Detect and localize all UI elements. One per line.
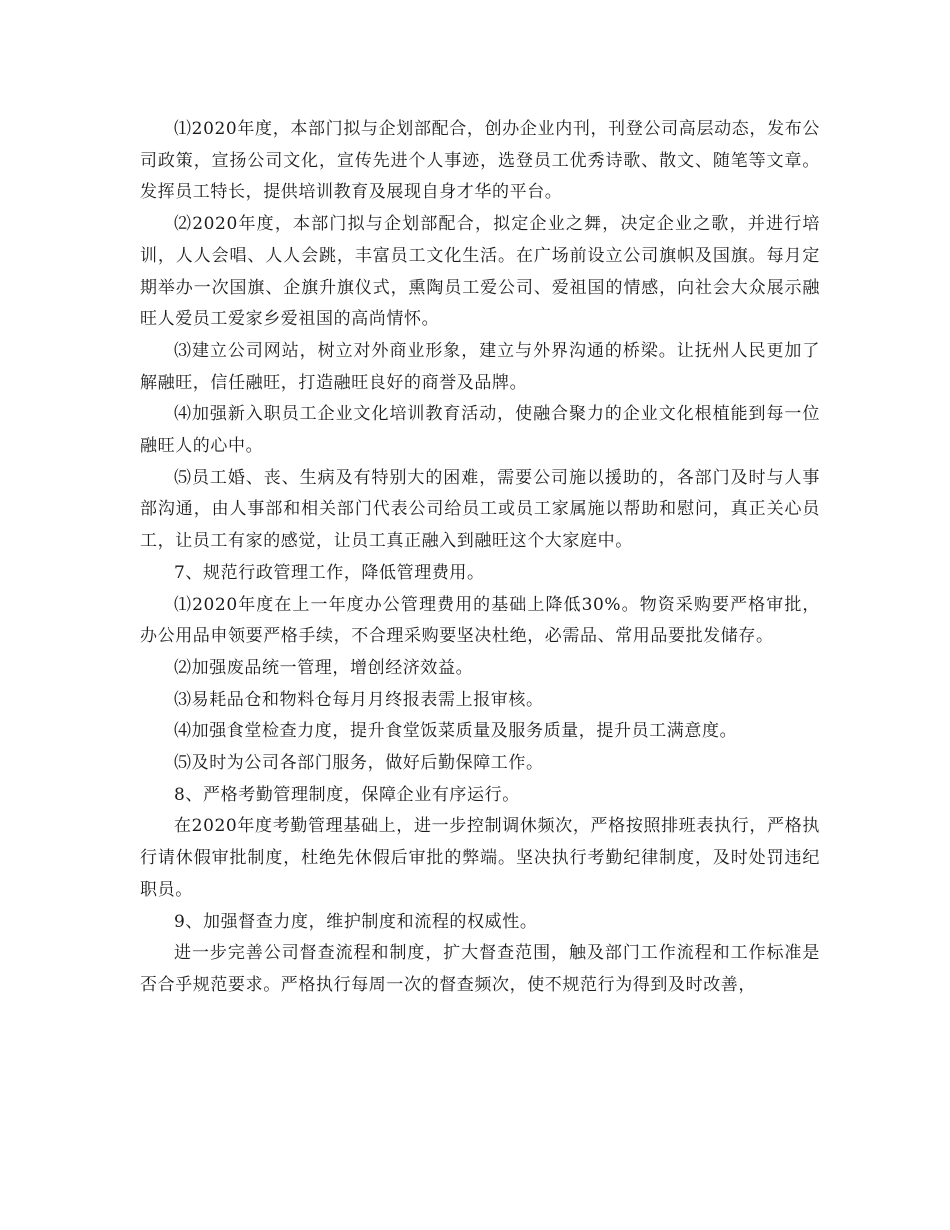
paragraph-culture-5: ⑸员工婚、丧、生病及有特别大的困难，需要公司施以援助的，各部门及时与人事部沟通，由人事部和相关部门代表公司给员工或员工家属施以帮助和慰问，真正关心员工，让员工有家的感觉，让员工真正融入到融旺这个大家庭中。 bbox=[140, 467, 820, 552]
paragraph-admin-1: ⑴2020年度在上一年度办公管理费用的基础上降低30%。物资采购要严格审批，办公用品申领要严格手续，不合理采购要坚决杜绝，必需品、常用品要批发储存。 bbox=[140, 594, 820, 647]
paragraph-culture-1: ⑴2020年度，本部门拟与企划部配合，创办企业内刊，刊登公司高层动态，发布公司政策，宣扬公司文化，宣传先进个人事迹，选登员工优秀诗歌、散文、随笔等文章。发挥员工特长，提供培训教育及展现自身才华的平台。 bbox=[140, 119, 820, 203]
paragraph-attendance: 在2020年度考勤管理基础上，进一步控制调休频次，严格按照排班表执行，严格执行请休假审批制度，杜绝先休假后审批的弊端。坚决执行考勤纪律制度，及时处罚违纪职员。 bbox=[140, 816, 820, 900]
section-heading-7: 7、规范行政管理工作，降低管理费用。 bbox=[174, 562, 485, 583]
paragraph-admin-4: ⑷加强食堂检查力度，提升食堂饭菜质量及服务质量，提升员工满意度。 bbox=[174, 721, 738, 742]
section-heading-9: 9、加强督查力度，维护制度和流程的权威性。 bbox=[174, 911, 538, 932]
paragraph-culture-3: ⑶建立公司网站，树立对外商业形象，建立与外界沟通的桥梁。让抚州人民更加了解融旺，信任融旺，打造融旺良好的商誉及品牌。 bbox=[140, 340, 820, 393]
paragraph-supervision: 进一步完善公司督查流程和制度，扩大督查范围，触及部门工作流程和工作标准是否合乎规范要求。严格执行每周一次的督查频次，使不规范行为得到及时改善， bbox=[140, 943, 820, 995]
document-body bbox=[140, 114, 820, 1002]
paragraph-admin-2: ⑵加强废品统一管理，增创经济效益。 bbox=[174, 657, 474, 678]
paragraph-admin-3: ⑶易耗品仓和物料仓每月月终报表需上报审核。 bbox=[174, 689, 544, 710]
paragraph-culture-2: ⑵2020年度，本部门拟与企划部配合，拟定企业之舞，决定企业之歌，并进行培训，人人会唱、人人会跳，丰富员工文化生活。在广场前设立公司旗帜及国旗。每月定期举办一次国旗、企旗升旗仪式，熏陶员工爱公司、爱祖国的情感，向社会大众展示融旺人爱员工爱家乡爱祖国的高尚情怀。 bbox=[140, 214, 820, 330]
paragraph-culture-4: ⑷加强新入职员工企业文化培训教育活动，使融合聚力的企业文化根植能到每一位融旺人的心中。 bbox=[140, 404, 820, 457]
paragraph-admin-5: ⑸及时为公司各部门服务，做好后勤保障工作。 bbox=[174, 753, 544, 774]
section-heading-8: 8、严格考勤管理制度，保障企业有序运行。 bbox=[174, 784, 520, 805]
